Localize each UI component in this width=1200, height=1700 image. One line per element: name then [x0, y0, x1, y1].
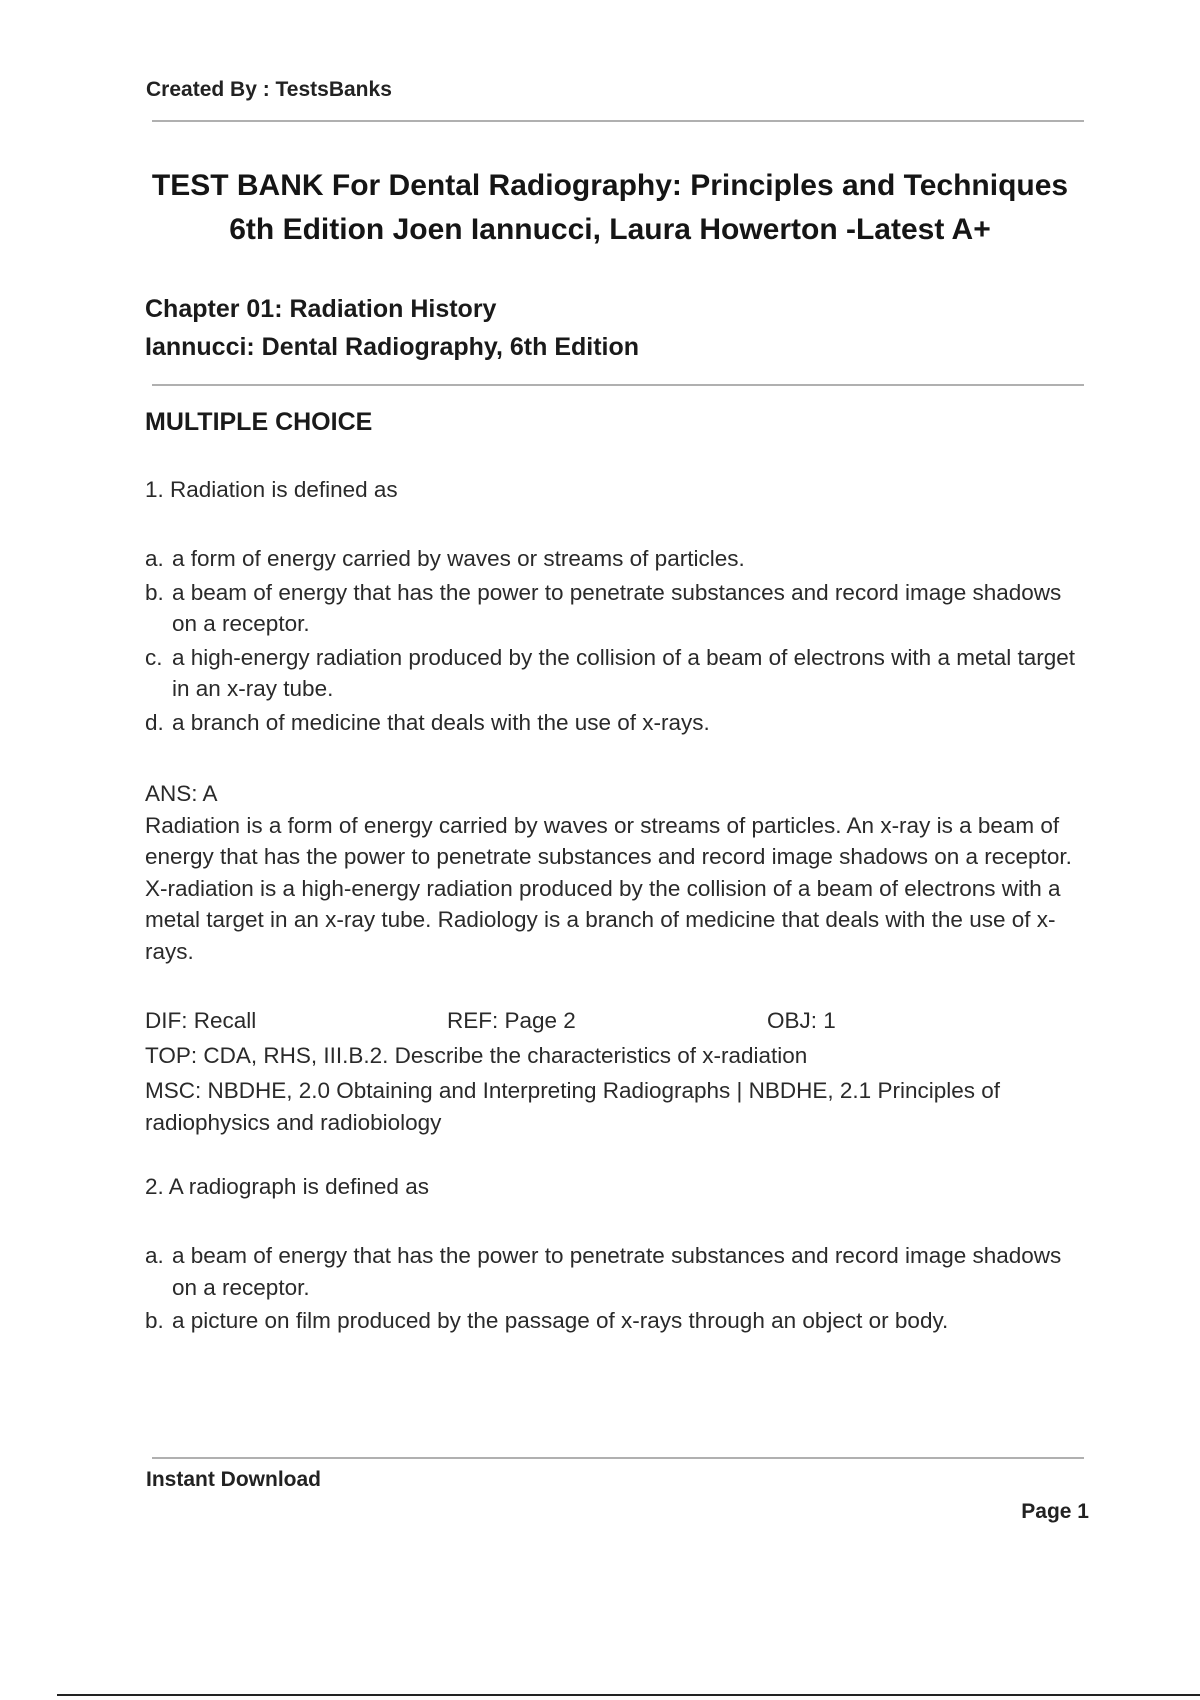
footer-label: Instant Download [146, 1468, 321, 1491]
header-created-by: Created By : TestsBanks [146, 78, 392, 101]
page-bottom-edge [57, 1694, 1200, 1696]
answer-key: ANS: A [145, 781, 218, 806]
question-2-options [145, 1240, 1085, 1339]
section-title: MULTIPLE CHOICE [145, 408, 373, 436]
option-letter: b. [145, 579, 164, 605]
option-text: a picture on film produced by the passage of x-rays through an object or body. [172, 1308, 949, 1333]
option-letter: b. [145, 1308, 164, 1333]
header-divider [152, 120, 1084, 122]
option-text: a form of energy carried by waves or streams of particles. [172, 546, 745, 571]
footer-divider [152, 1457, 1084, 1459]
option-a [145, 543, 1085, 575]
topic-label: TOP: CDA, RHS, III.B.2. Describe the characteristics of x-radiation [145, 1043, 808, 1068]
option-letter: d. [145, 709, 164, 735]
document-title [140, 164, 1080, 252]
question-1-stem: 1. Radiation is defined as [145, 477, 398, 502]
book-reference: Iannucci: Dental Radiography, 6th Edition [145, 333, 640, 361]
option-letter: a. [145, 546, 164, 571]
option-a [145, 1240, 1085, 1303]
difficulty-label: DIF: Recall [145, 1008, 257, 1033]
chapter-title: Chapter 01: Radiation History [145, 295, 497, 323]
section-divider [152, 384, 1084, 386]
option-b [145, 1305, 1085, 1337]
msc-label: MSC: NBDHE, 2.0 Obtaining and Interpreting Radiographs | NBDHE, 2.1 Principles of radiophysics and radiobiology [145, 1078, 1000, 1135]
option-b [145, 577, 1085, 640]
title-line-2: 6th Edition Joen Iannucci, Laura Howerton -Latest A+ [229, 213, 991, 246]
chapter-heading [145, 290, 639, 366]
option-c [145, 642, 1085, 705]
title-line-1: TEST BANK For Dental Radiography: Principles and Techniques [151, 169, 1069, 202]
option-letter: c. [145, 644, 163, 670]
option-d [145, 707, 1085, 739]
option-letter: a. [145, 1243, 164, 1268]
question-1-answer-block [145, 778, 1090, 967]
option-text: a branch of medicine that deals with the use of x-rays. [172, 709, 710, 735]
answer-rationale: Radiation is a form of energy carried by waves or streams of particles. An x-ray is a beam of energy that has the power to penetrate substances and record image shadows on a receptor. X-radiation is a high-energy radiation produced by the collision of a beam of electrons with a metal target in an x-ray tube. Radiology is a branch of medicine that deals with the use of x-rays. [145, 812, 1072, 964]
reference-label: REF: Page 2 [447, 1008, 576, 1033]
option-text: a beam of energy that has the power to penetrate substances and record image shadows on a receptor. [172, 579, 1062, 636]
page-number: Page 1 [1021, 1500, 1089, 1523]
objective-label: OBJ: 1 [767, 1008, 836, 1033]
question-2-stem: 2. A radiograph is defined as [145, 1174, 429, 1199]
option-text: a beam of energy that has the power to penetrate substances and record image shadows on a receptor. [172, 1243, 1062, 1300]
question-1-options [145, 543, 1085, 740]
option-text: a high-energy radiation produced by the collision of a beam of electrons with a metal target in an x-ray tube. [172, 644, 1076, 701]
